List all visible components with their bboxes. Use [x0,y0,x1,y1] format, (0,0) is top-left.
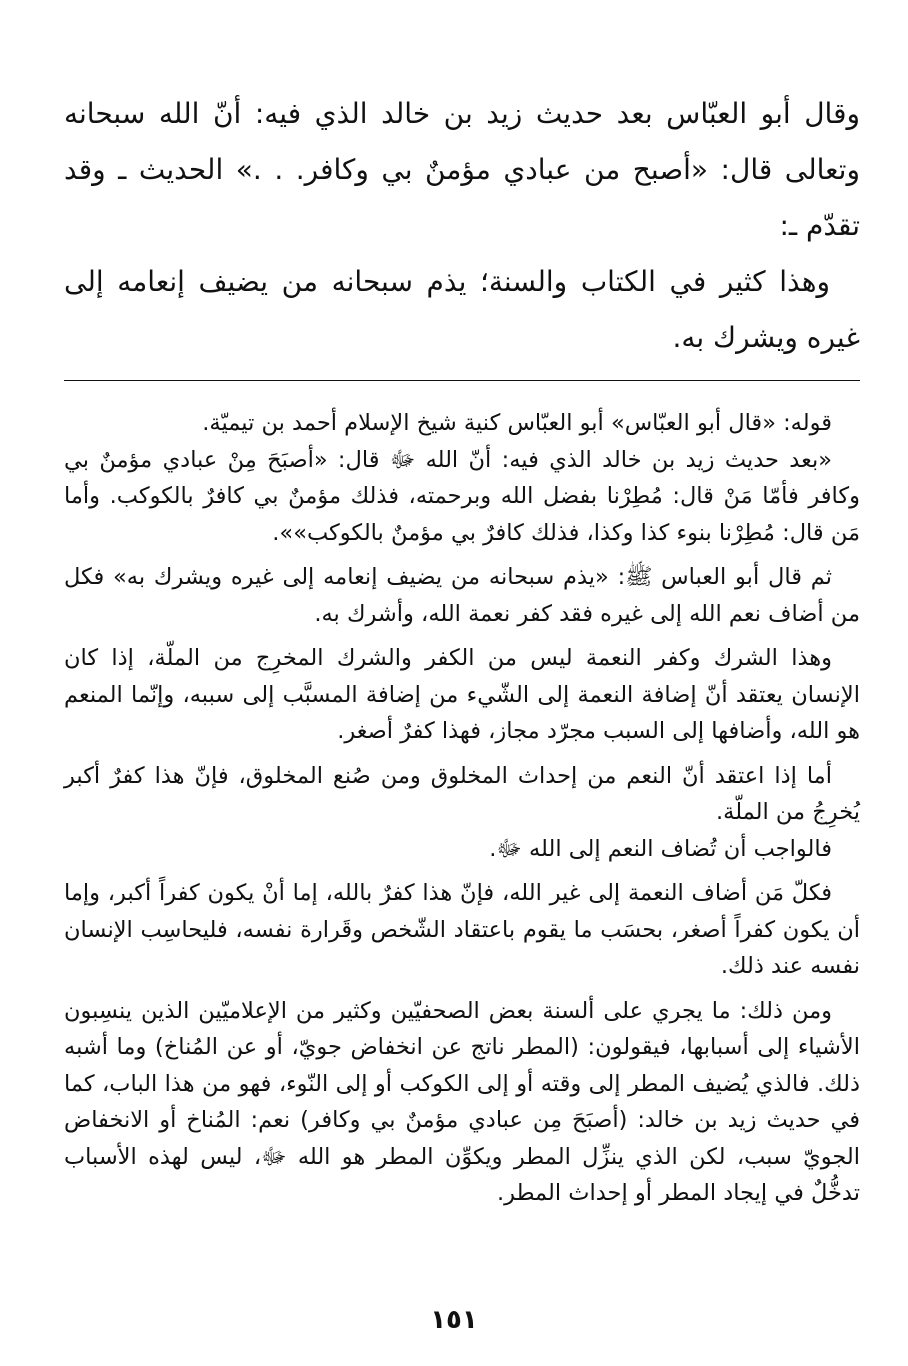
section-divider [64,380,860,381]
commentary-paragraph: فالواجب أن تُضاف النعم إلى الله ﷻ. [489,835,832,862]
page-number: ١٥١ [430,1305,478,1335]
commentary-paragraph: وهذا الشرك وكفر النعمة ليس من الكفر والشرك المخرِج من الملّة، إذا كان الإنسان يعتقد أنّ إضافة النعمة إلى الشّيء من إضافة المسبَّب إلى سببه، وإنّما المنعم هو الله، وأضافها إلى السبب مجرّد مجاز، فهذا كفرٌ أصغر. [64,645,860,744]
main-paragraph: وهذا كثير في الكتاب والسنة؛ يذم سبحانه من يضيف إنعامه إلى غيره ويشرك به. [64,265,860,354]
commentary-paragraph: أما إذا اعتقد أنّ النعم من إحداث المخلوق ومن صُنع المخلوق، فإنّ هذا كفرٌ أكبر يُخرِجُ من الملّة. [64,762,860,825]
commentary-text [64,405,860,1212]
commentary-paragraph: «بعد حديث زيد بن خالد الذي فيه: أنّ الله ﷻ قال: «أصبَحَ مِنْ عبادي مؤمنٌ بي وكافر فأمّا مَنْ قال: مُطِرْنا بفضل الله وبرحمته، فذلك مؤمنٌ بي كافرٌ بالكوكب. وأما مَن قال: مُطِرْنا بنوء كذا وكذا، فذلك كافرٌ بي مؤمنٌ بالكوكب»». [64,446,860,546]
main-text [64,86,860,366]
main-paragraph: وقال أبو العبّاس بعد حديث زيد بن خالد الذي فيه: أنّ الله سبحانه وتعالى قال: «أصبح من عبادي مؤمنٌ بي وكافر. . .» الحديث ـ وقد تقدّم ـ: [64,97,860,242]
commentary-paragraph: ومن ذلك: ما يجري على ألسنة بعض الصحفيّين وكثير من الإعلاميّين الذين ينسِبون الأشياء إلى أسبابها، فيقولون: (المطر ناتج عن انخفاض جويّ، أو عن المُناخ) وما أشبه ذلك. فالذي يُضيف المطر إلى وقته أو إلى الكوكب أو إلى النّوء، فهو من هذا الباب، كما في حديث زيد بن خالد: (أصبَحَ مِن عبادي مؤمنٌ بي وكافر) نعم: المُناخ أو الانخفاض الجويّ سبب، لكن الذي ينزِّل المطر ويكوِّن المطر هو الله ﷻ، ليس لهذه الأسباب تدخُّلٌ في إيجاد المطر أو إحداث المطر. [64,997,860,1206]
book-page [64,86,860,1366]
commentary-paragraph: ثم قال أبو العباس ﷺ: «يذم سبحانه من يضيف إنعامه إلى غيره ويشرك به» فكل من أضاف نعم الله إلى غيره فقد كفر نعمة الله، وأشرك به. [64,564,860,627]
commentary-paragraph: فكلّ مَن أضاف النعمة إلى غير الله، فإنّ هذا كفرٌ بالله، إما أنْ يكون كفراً أكبر، وإما أن يكون كفراً أصغر، بحسَب ما يقوم باعتقاد الشّخص وقَرارة نفسه، فليحاسِب الإنسان نفسه عند ذلك. [64,880,860,979]
commentary-paragraph: قوله: «قال أبو العبّاس» أبو العبّاس كنية شيخ الإسلام أحمد بن تيميّة. [202,410,832,436]
